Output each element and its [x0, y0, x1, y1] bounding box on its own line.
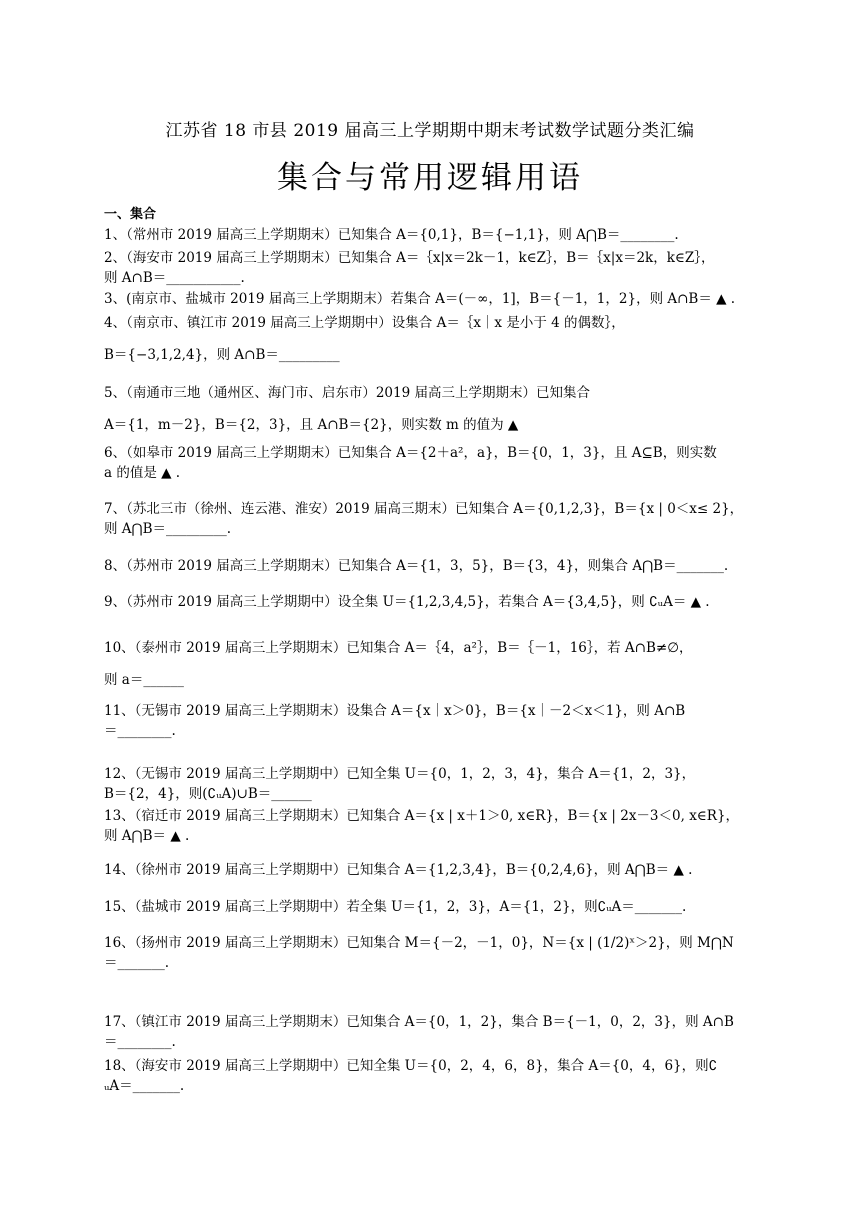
question-line: 17、（镇江市 2019 届高三上学期期末）已知集合 A＝{0，1，2}，集合 B＝{－1，0，2，3}，则 A∩B — [104, 1014, 734, 1030]
question-line: 8、（苏州市 2019 届高三上学期期末）已知集合 A＝{1，3，5}，B＝{3，4}，则集合 A⋂B＝_______. — [104, 558, 729, 574]
question-line: 11、（无锡市 2019 届高三上学期期末）设集合 A＝{x｜x＞0}，B＝{x｜－2＜x＜1}，则 A∩B — [104, 703, 686, 719]
section-heading: 一、集合 — [104, 207, 157, 222]
question-line: 则 a＝______ — [104, 672, 184, 688]
question-item — [104, 806, 760, 846]
question-line: B＝{−3,1,2,4}，则 A∩B＝_________ — [104, 347, 340, 363]
question-item — [104, 248, 760, 288]
question-line: 5、（南通市三地（通州区、海门市、启东市）2019 届高三上学期期末）已知集合 — [104, 385, 590, 401]
question-line: ᵤA＝_______. — [104, 1078, 185, 1094]
question-item — [104, 1012, 760, 1052]
question-line: 9、（苏州市 2019 届高三上学期期中）设全集 U＝{1,2,3,4,5}，若集合 A＝{3,4,5}，则 ∁ᵤA＝ ▲ . — [104, 594, 710, 610]
question-line: 4、（南京市、镇江市 2019 届高三上学期期中）设集合 A＝｛x｜x 是小于 4 的偶数｝， — [104, 315, 625, 331]
question-item — [104, 556, 760, 576]
question-item — [104, 933, 760, 973]
question-item — [104, 592, 760, 612]
question-line: 1、（常州市 2019 届高三上学期期末）已知集合 A＝{0,1}，B＝{−1,1}，则 A⋂B＝________. — [104, 227, 679, 243]
question-item — [104, 225, 760, 245]
document-subtitle: 江苏省 18 市县 2019 届高三上学期期中期末考试数学试题分类汇编 — [165, 121, 695, 141]
question-item — [104, 638, 760, 690]
question-item — [104, 764, 760, 804]
question-line: 6、（如皋市 2019 届高三上学期期末）已知集合 A＝{2＋a²，a}，B＝{0，1，3}，且 A⊆B，则实数 — [104, 445, 717, 461]
question-line: ＝________. — [104, 1034, 176, 1050]
question-item — [104, 860, 760, 880]
question-line: 13、（宿迁市 2019 届高三上学期期末）已知集合 A＝{x | x＋1＞0, x∈R}，B＝{x | 2x－3＜0, x∈R}， — [104, 808, 740, 824]
question-line: ＝________. — [104, 723, 176, 739]
question-line: 7、（苏北三市（徐州、连云港、淮安）2019 届高三期末）已知集合 A＝{0,1,2,3}，B＝{x | 0＜x≤ 2}， — [104, 501, 744, 517]
question-line: 15、（盐城市 2019 届高三上学期期中）若全集 U＝{1，2，3}，A＝{1，2}，则∁ᵤA＝_______. — [104, 899, 687, 915]
question-item — [104, 1056, 760, 1096]
question-line: 10、（泰州市 2019 届高三上学期期末）已知集合 A＝｛4，a²｝，B＝｛－1，16｝，若 A∩B≠∅， — [104, 640, 693, 656]
document-title: 集合与常用逻辑用语 — [277, 160, 583, 196]
question-item — [104, 383, 760, 435]
question-line: 则 A∩B＝___________. — [104, 270, 245, 286]
question-line: 18、（海安市 2019 届高三上学期期中）已知全集 U＝{0，2，4，6，8}，集合 A＝{0，4，6}，则∁ — [104, 1058, 718, 1074]
question-item — [104, 499, 760, 539]
question-item — [104, 313, 760, 365]
question-item — [104, 289, 760, 309]
question-line: 16、（扬州市 2019 届高三上学期期末）已知集合 M＝{－2，－1，0}，N＝{x | (1/2)ˣ＞2}，则 M⋂N — [104, 935, 734, 951]
question-item — [104, 897, 760, 917]
question-item — [104, 443, 760, 483]
question-line: 14、（徐州市 2019 届高三上学期期中）已知集合 A＝{1,2,3,4}，B＝{0,2,4,6}，则 A⋂B＝ ▲ . — [104, 862, 693, 878]
question-line: A＝{1，m－2}，B＝{2，3}，且 A∩B＝{2}，则实数 m 的值为 ▲ — [104, 417, 519, 433]
question-item — [104, 701, 760, 741]
question-line: 2、（海安市 2019 届高三上学期期末）已知集合 A＝｛x|x＝2k－1，k∈Z｝，B＝｛x|x＝2k，k∈Z｝， — [104, 250, 715, 266]
question-line: B＝{2，4}，则(∁ᵤA)∪B＝______ — [104, 786, 312, 802]
question-line: 则 A⋂B＝_________. — [104, 521, 232, 537]
question-line: ＝_______. — [104, 955, 170, 971]
question-line: 12、（无锡市 2019 届高三上学期期中）已知全集 U＝{0，1，2，3，4}，集合 A＝{1，2，3}， — [104, 766, 696, 782]
question-line: 则 A⋂B＝ ▲ . — [104, 828, 190, 844]
question-line: 3、(南京市、盐城市 2019 届高三上学期期末）若集合 A＝(－∞，1]，B＝{－1，1，2}，则 A∩B＝ ▲ . — [104, 291, 736, 307]
question-line: a 的值是 ▲ . — [104, 465, 181, 481]
